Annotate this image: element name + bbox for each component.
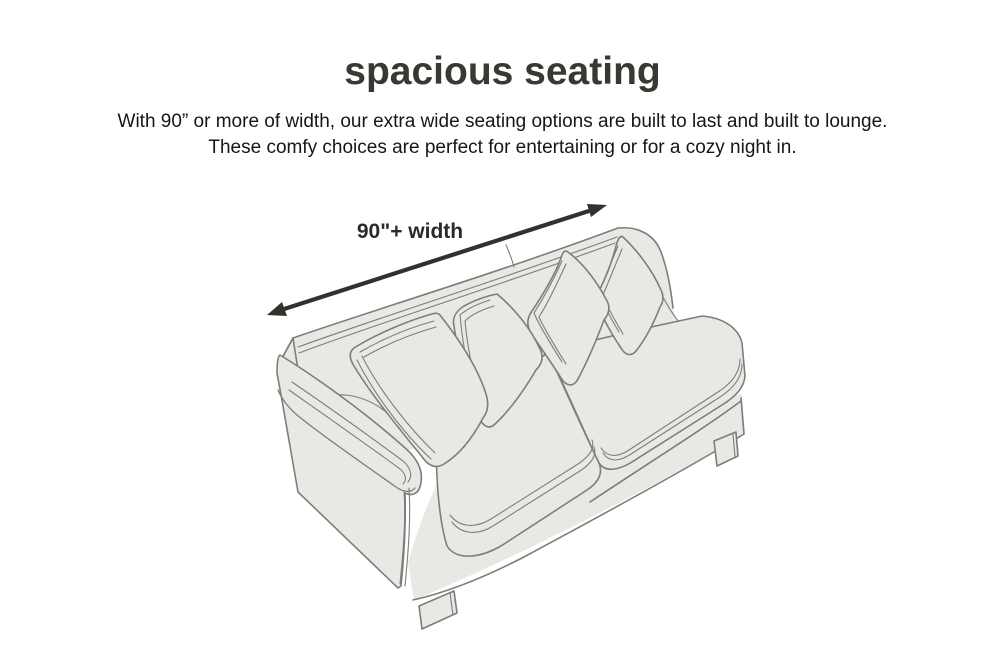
arrow-head-right: [587, 204, 607, 217]
page-title: spacious seating: [344, 50, 661, 93]
arrow-head-left: [267, 302, 287, 316]
description-line-1: With 90” or more of width, our extra wide seating options are built to last and built to lounge.: [117, 111, 888, 132]
dimension-label: 90"+ width: [356, 220, 464, 243]
description-line-2: These comfy choices are perfect for entertaining or for a cozy night in.: [208, 137, 797, 158]
